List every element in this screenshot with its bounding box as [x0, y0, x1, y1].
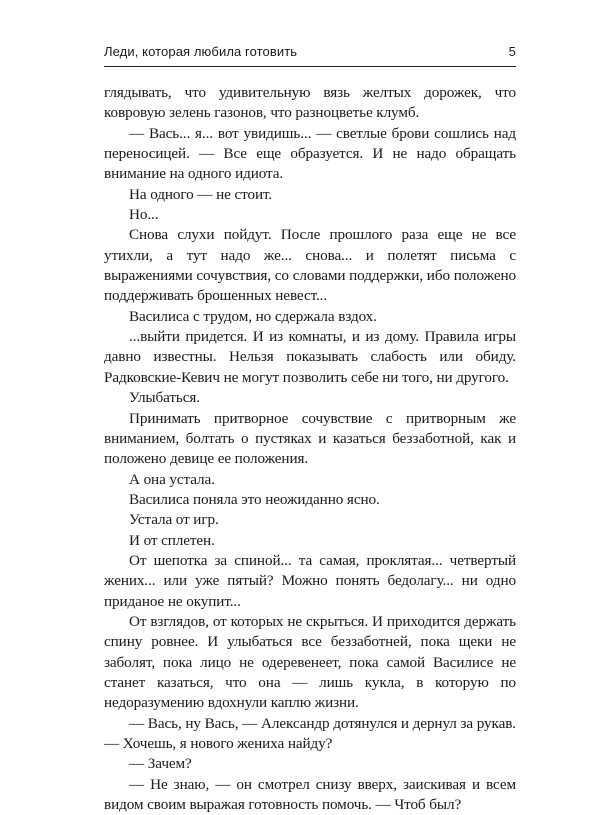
paragraph: — Зачем?: [129, 755, 192, 773]
paragraph: От шепотка за спиной... та самая, проклятая... четвертый жених... или уже пятый? Можно понять бедолагу... ни одно приданое не окупит...: [104, 551, 516, 610]
paragraph: И от сплетен.: [129, 531, 215, 549]
paragraph: — Вась, ну Вась, — Александр дотянулся и дернул за рукав. — Хочешь, я нового жениха найду?: [104, 714, 516, 752]
header-rule: [104, 66, 516, 67]
paragraph: Устала от игр.: [129, 511, 219, 529]
book-title: Леди, которая любила готовить: [104, 44, 298, 59]
paragraph: Василиса с трудом, но сдержала вздох.: [129, 307, 377, 325]
page-number: 5: [508, 44, 516, 59]
paragraph: ...выйти придется. И из комнаты, и из дому. Правила игры давно известны. Нельзя показывать слабость или обиду. Радковские-Кевич не могут позволить себе ни того, ни другого.: [104, 328, 516, 386]
paragraph: — Вась... я... вот увидишь... — светлые брови сошлись над переносицей. — Все еще образуется. И не надо обращать внимание на одного идиота.: [104, 124, 516, 183]
paragraph: Принимать притворное сочувствие с притворным же вниманием, болтать о пустяках и казаться беззаботной, как и положено девице ее положения.: [104, 409, 516, 468]
paragraph: Снова слухи пойдут. После прошлого раза еще не все утихли, а тут надо же... снова... и полетят письма с выражениями сочувствия, со словами поддержки, ибо положено поддерживать брошенных невест...: [104, 226, 516, 305]
paragraph: — Не знаю, — он смотрел снизу вверх, заискивая и всем видом своим выражая готовность помочь. — Чтоб был?: [104, 775, 516, 814]
body-text: [104, 83, 516, 815]
paragraph: А она устала.: [129, 470, 215, 488]
paragraph: На одного — не стоит.: [129, 185, 273, 203]
running-header: [104, 44, 516, 64]
paragraph: глядывать, что удивительную вязь желтых дорожек, что ковровую зелень газонов, что разноцветье клумб.: [104, 84, 516, 122]
paragraph: Василиса поняла это неожиданно ясно.: [129, 490, 380, 508]
paragraph: Улыбаться.: [129, 389, 200, 407]
paragraph: От взглядов, от которых не скрыться. И приходится держать спину ровнее. И улыбаться все беззаботней, пока щеки не заболят, пока лицо не одеревенеет, пока самой Василисе не станет казаться, что она — лишь кукла, в которую по недоразумению вдохнули каплю жизни.: [104, 612, 516, 712]
paragraph: Но...: [129, 206, 159, 224]
